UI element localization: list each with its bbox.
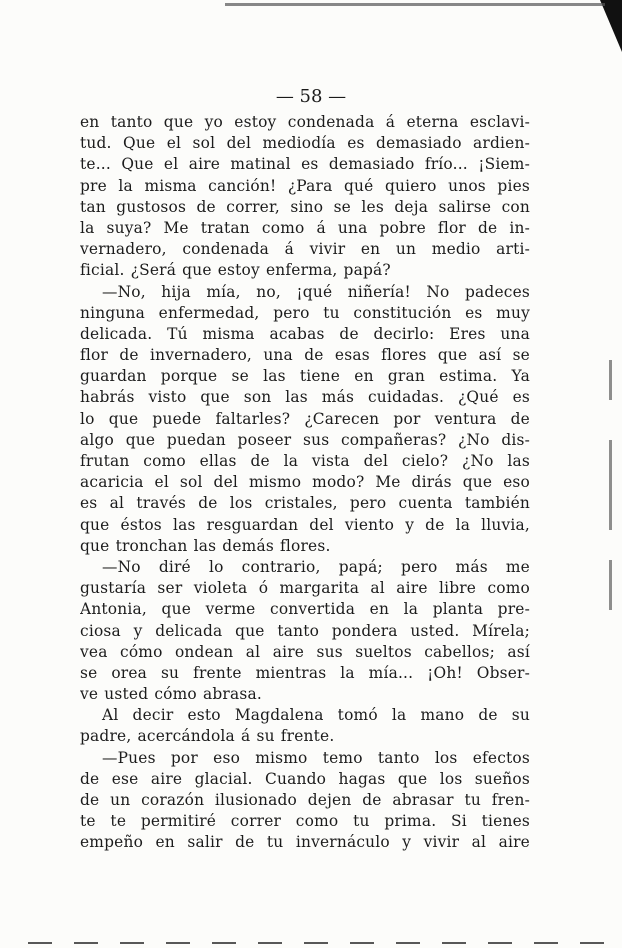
text-line: que tronchan las demás flores.	[80, 536, 331, 555]
text-line: delicada. Tú misma acabas de decirlo: Eres una	[80, 324, 530, 343]
text-line: flor de invernadero, una de esas flores que así se	[80, 346, 530, 365]
text-line: vea cómo ondean al aire sus sueltos cabellos; así	[80, 642, 530, 661]
text-line: —No, hija mía, no, ¡qué niñería! No padeces	[102, 282, 530, 301]
text-line: —No diré lo contrario, papá; pero más me	[102, 557, 530, 576]
corner-scan-mark	[600, 0, 622, 52]
text-line: vernadero, condenada á vivir en un medio arti-	[80, 240, 530, 259]
text-line: Al decir esto Magdalena tomó la mano de su	[102, 706, 530, 725]
text-line: te... Que el aire matinal es demasiado frío... ¡Siem-	[80, 155, 530, 174]
text-line: que éstos las resguardan del viento y de la lluvia,	[80, 515, 530, 534]
text-line: te te permitiré correr como tu prima. Si tienes	[80, 812, 530, 831]
text-line: ficial. ¿Será que estoy enferma, papá?	[80, 261, 391, 280]
text-line: se orea su frente mientras la mía... ¡Oh! Obser-	[80, 663, 530, 682]
text-line: empeño en salir de tu invernáculo y vivir al aire	[80, 833, 530, 852]
text-line: guardan porque se las tiene en gran estima. Ya	[80, 367, 530, 386]
text-line: Antonia, que verme convertida en la planta pre-	[80, 600, 530, 619]
text-line: padre, acercándola á su frente.	[80, 727, 335, 746]
text-line: la suya? Me tratan como á una pobre flor de in-	[80, 218, 530, 237]
text-line: algo que puedan poseer sus compañeras? ¿No dis-	[80, 430, 530, 449]
text-line: habrás visto que son las más cuidadas. ¿Qué es	[80, 388, 530, 407]
text-line: tud. Que el sol del mediodía es demasiado ardien-	[80, 134, 530, 153]
text-line: tan gustosos de correr, sino se les deja salirse con	[80, 197, 530, 216]
edge-speckle	[609, 440, 612, 530]
text-line: acaricia el sol del mismo modo? Me dirás que eso	[80, 473, 530, 492]
text-line: ve usted cómo abrasa.	[80, 685, 262, 704]
edge-speckle	[609, 560, 612, 610]
text-line: de ese aire glacial. Cuando hagas que los sueños	[80, 769, 530, 788]
text-line: de un corazón ilusionado dejen de abrasar tu fren-	[80, 791, 530, 809]
text-line: lo que puede faltarles? ¿Carecen por ventura de	[80, 409, 530, 428]
top-scan-edge	[225, 3, 605, 6]
text-line: pre la misma canción! ¿Para qué quiero unos pies	[80, 176, 530, 195]
text-line: en tanto que yo estoy condenada á eterna esclavi-	[80, 113, 530, 131]
text-line: gustaría ser violeta ó margarita al aire libre como	[80, 579, 530, 598]
edge-speckle	[609, 360, 612, 400]
text-line: ciosa y delicada que tanto pondera usted. Mírela;	[80, 621, 530, 640]
text-line: frutan como ellas de la vista del cielo? ¿No las	[80, 452, 530, 470]
text-line: es al través de los cristales, pero cuenta también	[80, 494, 530, 513]
bottom-scan-dashes	[28, 942, 608, 944]
body-text	[80, 112, 530, 854]
text-line: ninguna enfermedad, pero tu constitución es muy	[80, 303, 530, 322]
text-line: —Pues por eso mismo temo tanto los efectos	[102, 748, 530, 767]
page-number: — 58 —	[275, 86, 347, 107]
